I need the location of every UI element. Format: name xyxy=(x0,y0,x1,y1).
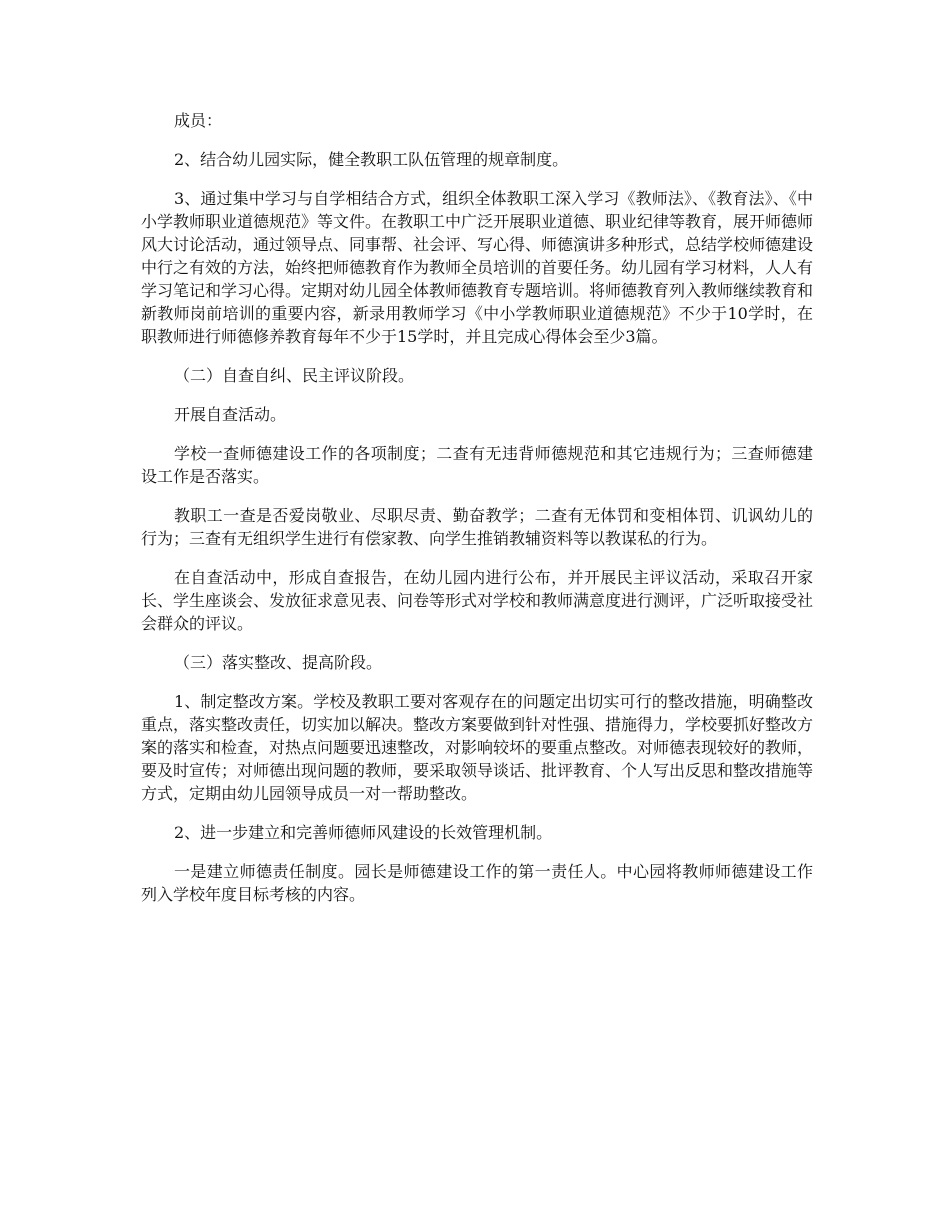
paragraph-school-check: 学校一查师德建设工作的各项制度；二查有无违背师德规范和其它违规行为；三查师德建设工作是否落实。 xyxy=(141,444,813,486)
paragraph-staff-check: 教职工一查是否爱岗敬业、尽职尽责、勤奋教学；二查有无体罚和变相体罚、讥讽幼儿的行为；三查有无组织学生进行有偿家教、向学生推销教辅资料等以教谋私的行为。 xyxy=(141,506,813,548)
paragraph-members: 成员： xyxy=(174,111,223,130)
paragraph-rectification-plan: 1、制定整改方案。学校及教职工要对客观存在的问题定出切实可行的整改措施，明确整改重点，落实整改责任，切实加以解决。整改方案要做到针对性强、措施得力，学校要抓好整改方案的落实和检查，对热点问题要迅速整改，对影响较坏的要重点整改。对师德表现较好的教师，要及时宣传；对师德出现问题的教师，要采取领导谈话、批评教育、个人写出反思和整改措施等方式，定期由幼儿园领导成员一对一帮助整改。 xyxy=(141,692,814,803)
paragraph-study: 3、通过集中学习与自学相结合方式，组织全体教职工深入学习《教师法》、《教育法》、《中小学教师职业道德规范》等文件。在教职工中广泛开展职业道德、职业纪律等教育，展开师德师风大讨论活动，通过领导点、同事帮、社会评、写心得、师德演讲多种形式，总结学校师德建设中行之有效的方法，始终把师德教育作为教师全员培训的首要任务。幼儿园有学习材料，人人有学习笔记和学习心得。定期对幼儿园全体教师德教育专题培训。将师德教育列入教师继续教育和新教师岗前培训的重要内容，新录用教师学习《中小学教师职业道德规范》不少于10学时，在职教师进行师德修养教育每年不少于15学时，并且完成心得体会至少3篇。 xyxy=(141,189,814,346)
section-heading-rectification: （三）落实整改、提高阶段。 xyxy=(174,653,383,672)
paragraph-long-term-mechanism: 2、进一步建立和完善师德师风建设的长效管理机制。 xyxy=(174,823,553,842)
paragraph-responsibility-system: 一是建立师德责任制度。园长是师德建设工作的第一责任人。中心园将教师师德建设工作列入学校年度目标考核的内容。 xyxy=(141,862,813,904)
paragraph-self-check-activity: 开展自查活动。 xyxy=(174,405,287,424)
document-page xyxy=(141,109,813,922)
paragraph-self-check-report: 在自查活动中，形成自查报告，在幼儿园内进行公布，并开展民主评议活动，采取召开家长、学生座谈会、发放征求意见表、问卷等形式对学校和教师满意度进行测评，广泛听取接受社会群众的评议。 xyxy=(141,568,814,633)
paragraph-regulations: 2、结合幼儿园实际，健全教职工队伍管理的规章制度。 xyxy=(174,150,569,169)
section-heading-self-check: （二）自查自纠、民主评议阶段。 xyxy=(174,366,415,385)
